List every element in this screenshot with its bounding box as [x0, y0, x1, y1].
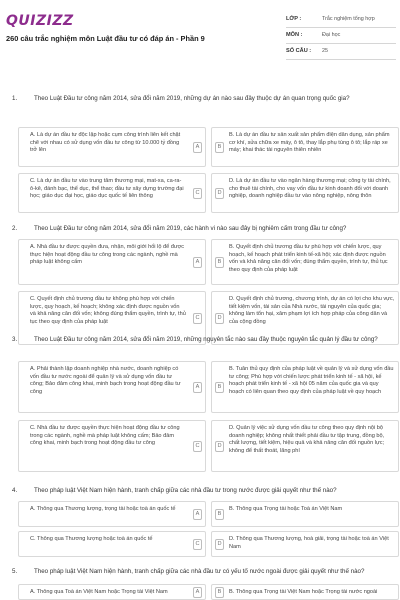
option-letter: B: [215, 257, 224, 268]
question-number: 2.: [12, 225, 18, 232]
option-letter: D: [215, 188, 224, 199]
option-letter: A: [193, 587, 202, 598]
answer-option-a[interactable]: [18, 239, 206, 285]
answer-option-d[interactable]: [211, 173, 399, 213]
option-letter: A: [193, 257, 202, 268]
answer-option-d[interactable]: [211, 531, 399, 557]
option-text: A. Phải thành lập doanh nghiệp nhà nước, doanh nghiệp có vốn đầu tư nước ngoài để quản lý và sử dụng vốn đầu tư công; Bảo đảm công khai, minh bạch trong hoạt động đầu tư công: [30, 366, 181, 396]
option-text: C. Là dự án đầu tư vào trung tâm thương mại, mat-xa, ca-ra-ô-kê, đánh bạc, thể dục, thể thao; đầu tư xây dựng trường đại học; giáo dục đại học, giáo dục quốc tế liên thông: [30, 178, 184, 200]
option-letter: B: [215, 142, 224, 153]
option-text: D. Thông qua Thương lượng, hoà giải, trọng tài hoặc toà án Việt Nam: [229, 536, 389, 550]
meta-value: Đại học: [322, 31, 341, 38]
option-text: D. Là dự án đầu tư vào ngân hàng thương mại; công ty tài chính, cho thuê tài chính, cho vay vốn đầu tư kinh doanh đối với doanh nghiệp, doanh nghiệp đầu tư vào nông nghiệp, nông thôn: [229, 178, 391, 200]
answer-option-a[interactable]: [18, 361, 206, 413]
question-text: Theo pháp luật Việt Nam hiện hành, tranh chấp giữa các nhà đầu tư có yếu tố nước ngoài được giải quyết như thế nào?: [34, 568, 365, 575]
question-text: Theo pháp luật Việt Nam hiện hành, tranh chấp giữa các nhà đầu tư trong nước được giải quyết như thế nào?: [34, 487, 337, 494]
question-number: 1.: [12, 95, 18, 102]
option-letter: A: [193, 382, 202, 393]
option-text: C. Quyết định chủ trương đầu tư không phù hợp với chiến lược, quy hoạch, kế hoạch; không xác định được nguồn vốn và khả năng cân đối vốn; không đúng thẩm quyền, trình tự, thủ tục theo quy định của pháp luật: [30, 296, 186, 326]
question-number: 4.: [12, 487, 18, 494]
option-text: A. Nhà đầu tư được quyền đưa, nhận, môi giới hối lộ để được thực hiện hoạt động đầu tư công trong các ngành, nghề mà pháp luật không cấm: [30, 244, 185, 266]
answer-option-a[interactable]: [18, 584, 206, 600]
meta-label: SỐ CÂU :: [286, 47, 312, 54]
question-text: Theo Luật Đầu tư công năm 2014, sửa đổi năm 2019, những nguyên tắc nào sau đây thuộc nguyên tắc quản lý đầu tư công?: [34, 336, 378, 343]
option-letter: B: [215, 509, 224, 520]
meta-row-question-count: [286, 44, 396, 60]
option-text: B. Quyết định chủ trương đầu tư phù hợp với chiến lược, quy hoạch, kế hoạch phát triển kinh tế-xã hội; xác định được nguồn vốn và khả năng cân đối vốn; đúng thẩm quyền, trình tự, thủ tục theo quy định của pháp luật: [229, 244, 388, 274]
option-text: C. Nhà đầu tư được quyền thực hiện hoạt động đầu tư công trong các ngành, nghề mà pháp luật không cấm; Bảo đảm công khai, minh bạch trong hoạt động đầu tư công: [30, 425, 180, 447]
meta-label: LỚP :: [286, 15, 302, 22]
meta-value: Trắc nghiệm tổng hợp: [322, 15, 375, 22]
option-letter: C: [193, 188, 202, 199]
answer-option-b[interactable]: [211, 239, 399, 285]
option-text: B. Thông qua Trọng tài hoặc Toà án Việt Nam: [229, 506, 343, 512]
option-letter: C: [193, 441, 202, 452]
option-text: D. Quản lý việc sử dụng vốn đầu tư công theo quy định nội bộ doanh nghiệp; không nhất thiết phải đầu tư tập trung, đồng bộ, chất lượng, tiết kiệm, hiệu quả và khả năng cân đối nguồn lực; không để thất thoát, lãng phí: [229, 425, 385, 455]
question-text: Theo Luật Đầu tư công năm 2014, sửa đổi năm 2019, các hành vi nào sau đây bị nghiêm cấm trong đầu tư công?: [34, 225, 347, 232]
option-text: A. Thông qua Toà án Việt Nam hoặc Trọng tài Việt Nam: [30, 589, 168, 595]
option-letter: A: [193, 509, 202, 520]
meta-value: 25: [322, 47, 328, 54]
question-number: 3.: [12, 336, 18, 343]
option-letter: A: [193, 142, 202, 153]
option-text: B. Thông qua Trọng tài Việt Nam hoặc Trọng tài nước ngoài: [229, 589, 378, 595]
answer-option-a[interactable]: [18, 127, 206, 167]
page-title: 260 câu trắc nghiệm môn Luật đầu tư có đáp án - Phần 9: [6, 34, 205, 43]
option-letter: D: [215, 441, 224, 452]
meta-row-class: [286, 12, 396, 28]
option-letter: C: [193, 313, 202, 324]
answer-option-b[interactable]: [211, 127, 399, 167]
answer-option-c[interactable]: [18, 173, 206, 213]
option-letter: C: [193, 539, 202, 550]
question-text: Theo Luật Đầu tư công năm 2014, sửa đổi năm 2019, những dự án nào sau đây thuộc dự án quan trọng quốc gia?: [34, 95, 350, 102]
question-number: 5.: [12, 568, 18, 575]
option-letter: B: [215, 587, 224, 598]
answer-option-a[interactable]: [18, 501, 206, 527]
option-text: A. Thông qua Thương lượng, trọng tài hoặc toà án quốc tế: [30, 506, 176, 512]
option-letter: D: [215, 313, 224, 324]
answer-option-c[interactable]: [18, 420, 206, 472]
option-text: A. Là dự án đầu tư độc lập hoặc cụm công trình liên kết chặt chẽ với nhau có sử dụng vốn đầu tư công từ 10.000 tỷ đồng trở lên: [30, 132, 181, 154]
answer-option-b[interactable]: [211, 361, 399, 413]
worksheet-meta: [286, 12, 396, 60]
option-letter: B: [215, 382, 224, 393]
answer-option-b[interactable]: [211, 584, 399, 600]
worksheet-header: [0, 0, 400, 64]
quizizz-logo: QUIZIZZ: [6, 13, 74, 29]
option-text: C. Thông qua Thương lượng hoặc toà án quốc tế: [30, 536, 153, 542]
option-text: B. Tuân thủ quy định của pháp luật về quản lý và sử dụng vốn đầu tư công; Phù hợp với chiến lược phát triển kinh tế - xã hội, kế hoạch phát triển kinh tế - xã hội 05 năm của quốc gia và quy hoạch có liên quan theo quy định của pháp luật về quy hoạch: [229, 366, 394, 396]
meta-row-subject: [286, 28, 396, 44]
option-letter: D: [215, 539, 224, 550]
option-text: B. Là dự án đầu tư sản xuất sản phẩm điện dân dụng, sản phẩm cơ khí, sửa chữa xe máy, ô tô, thay lắp phụ tùng ô tô; lắp ráp xe máy; khai thác tài nguyên thiên nhiên: [229, 132, 390, 154]
meta-label: MÔN :: [286, 31, 303, 38]
option-text: D. Quyết định chủ trương, chương trình, dự án có lợi cho khu vực, tiết kiệm vốn, tài sản của Nhà nước, tài nguyên của quốc gia; không làm tổn hại, xâm phạm lợi ích hợp pháp của công dân và của cộng đồng: [229, 296, 395, 326]
answer-option-b[interactable]: [211, 501, 399, 527]
answer-option-d[interactable]: [211, 420, 399, 472]
answer-option-c[interactable]: [18, 531, 206, 557]
